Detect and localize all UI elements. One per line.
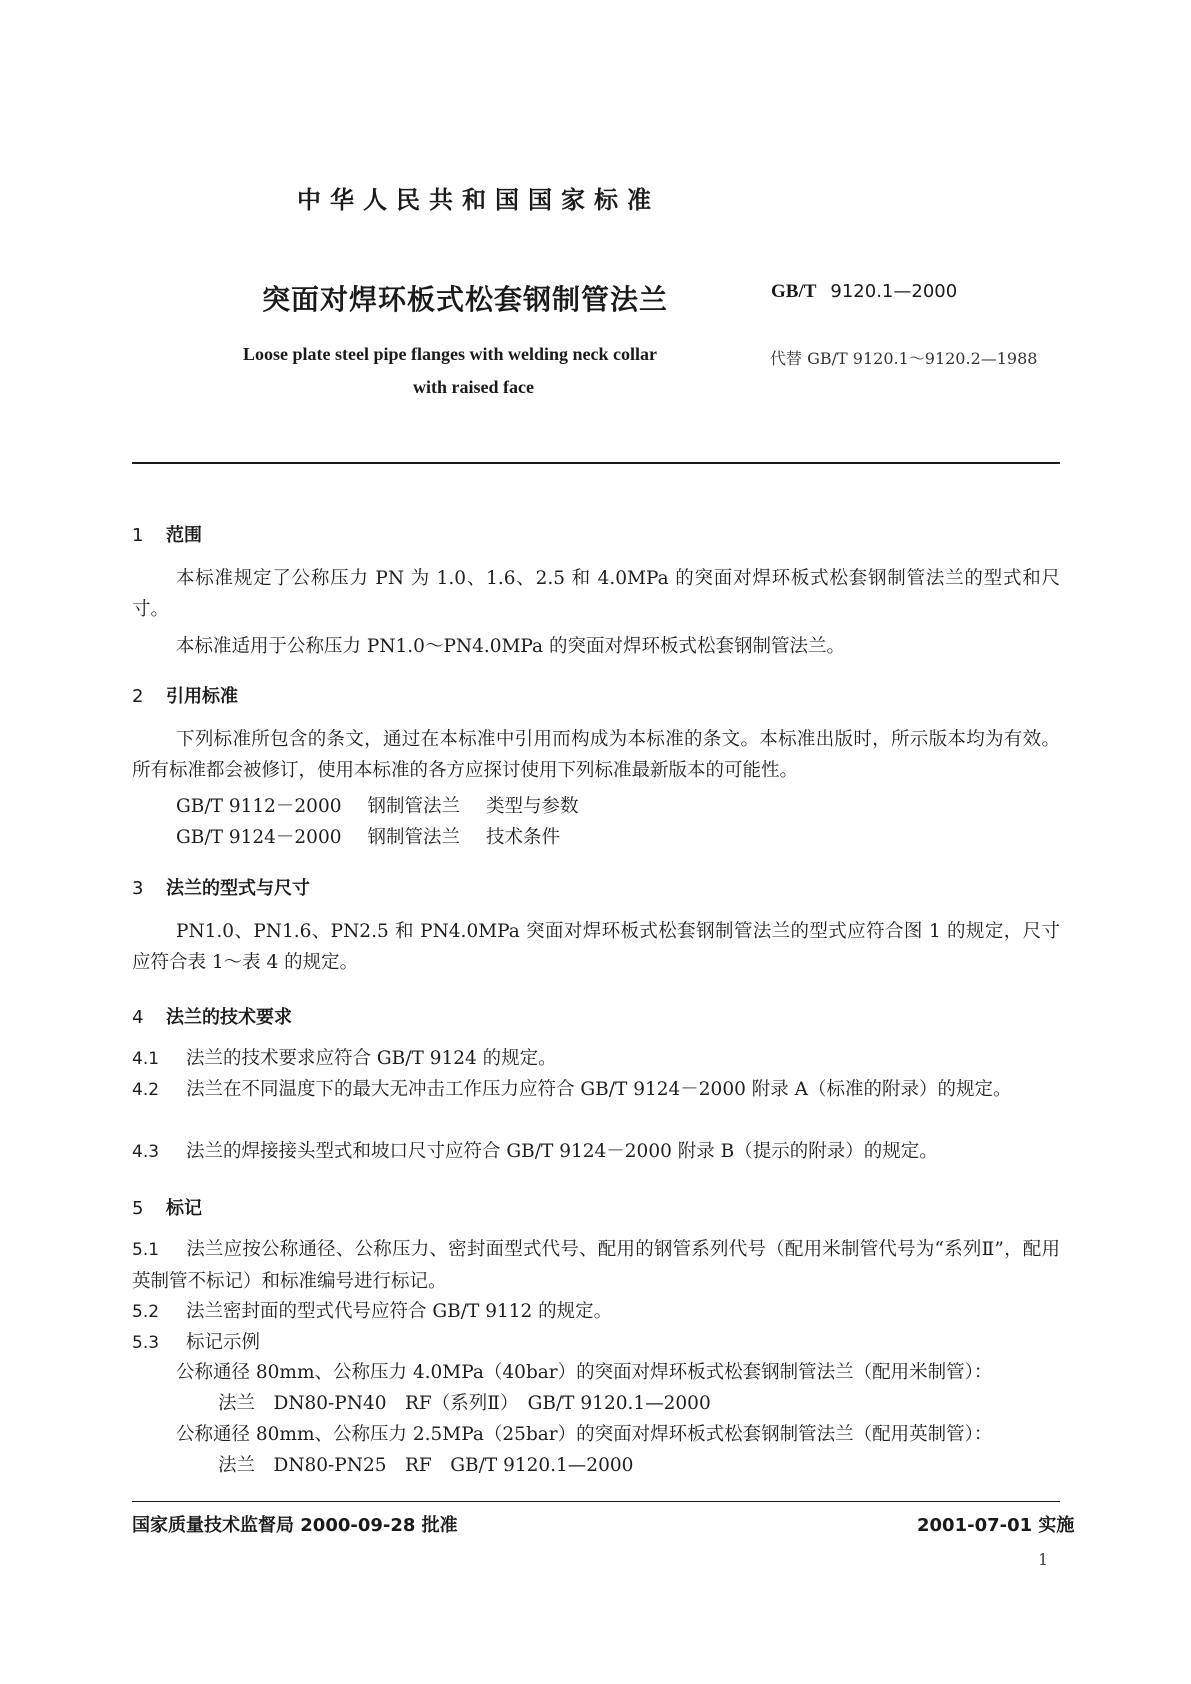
- section-1-paragraph-1: 本标准规定了公称压力 PN 为 1.0、1.6、2.5 和 4.0MPa 的突面对焊环板式松套钢制管法兰的型式和尺寸。: [132, 568, 1060, 620]
- clause-5-1: [132, 1234, 1060, 1297]
- clause-text: 法兰密封面的型式代号应符合 GB/T 9112 的规定。: [186, 1301, 613, 1322]
- approval-note: 国家质量技术监督局 2000-09-28 批准: [132, 1515, 458, 1536]
- effective-date: 2001-07-01 实施: [917, 1515, 1075, 1536]
- footer-divider: [132, 1501, 1060, 1502]
- clause-4-3: [132, 1136, 1060, 1168]
- standard-title-en-line1: Loose plate steel pipe flanges with welding neck collar: [243, 344, 657, 364]
- clause-text: 法兰的焊接接头型式和坡口尺寸应符合 GB/T 9124－2000 附录 B（提示的附录）的规定。: [186, 1141, 938, 1162]
- marking-code-1: 法兰 DN80-PN40 RF（系列Ⅱ） GB/T 9120.1—2000: [218, 1393, 711, 1414]
- section-4-heading: [132, 1003, 292, 1029]
- reference-row: [176, 823, 560, 849]
- clause-number: 4.3: [132, 1142, 160, 1162]
- section-3-heading: [132, 874, 310, 900]
- section-1-paragraph-2: 本标准适用于公称压力 PN1.0～PN4.0MPa 的突面对焊环板式松套钢制管法兰。: [176, 636, 845, 657]
- clause-5-2: [132, 1296, 1060, 1328]
- section-5-title: 标记: [166, 1198, 202, 1219]
- reference-desc: 类型与参数: [486, 796, 579, 817]
- header-divider: [132, 462, 1060, 464]
- clause-text: 法兰的技术要求应符合 GB/T 9124 的规定。: [186, 1048, 557, 1069]
- section-1-number: 1: [132, 525, 144, 546]
- section-4-number: 4: [132, 1007, 144, 1028]
- reference-name: 钢制管法兰: [367, 827, 461, 848]
- standard-title-en-line2: with raised face: [413, 377, 534, 397]
- page-number: 1: [1038, 1550, 1049, 1569]
- clause-number: 5.1: [132, 1240, 160, 1260]
- section-4-title: 法兰的技术要求: [166, 1007, 292, 1028]
- section-5-heading: [132, 1194, 202, 1220]
- reference-code: GB/T 9112－2000: [176, 796, 342, 817]
- section-2-paragraph-1: 下列标准所包含的条文，通过在本标准中引用而构成为本标准的条文。本标准出版时，所示版本均为有效。所有标准都会被修订，使用本标准的各方应探讨使用下列标准最新版本的可能性。: [132, 729, 1060, 781]
- reference-code: GB/T 9124－2000: [176, 827, 342, 848]
- section-1-title: 范围: [166, 525, 202, 546]
- section-1-heading: [132, 521, 202, 547]
- clause-text: 法兰在不同温度下的最大无冲击工作压力应符合 GB/T 9124－2000 附录 A（标准的附录）的规定。: [186, 1079, 1012, 1100]
- clause-number: 5.3: [132, 1333, 160, 1353]
- section-2-heading: [132, 682, 238, 708]
- section-3-paragraph-1: PN1.0、PN1.6、PN2.5 和 PN4.0MPa 突面对焊环板式松套钢制管法兰的型式应符合图 1 的规定，尺寸应符合表 1～表 4 的规定。: [132, 921, 1060, 973]
- section-3-number: 3: [132, 878, 144, 899]
- reference-desc: 技术条件: [486, 827, 561, 848]
- clause-number: 5.2: [132, 1302, 160, 1322]
- clause-4-2: [132, 1074, 1060, 1106]
- section-2-number: 2: [132, 686, 144, 707]
- reference-row: [176, 792, 579, 818]
- clause-number: 4.2: [132, 1080, 160, 1100]
- standard-prefix: GB/T: [771, 281, 817, 302]
- marking-example-1: 公称通径 80mm、公称压力 4.0MPa（40bar）的突面对焊环板式松套钢制管法兰（配用米制管）：: [176, 1362, 993, 1383]
- standard-number-value: 9120.1—2000: [830, 281, 958, 302]
- marking-example-2: 公称通径 80mm、公称压力 2.5MPa（25bar）的突面对焊环板式松套钢制管法兰（配用英制管）：: [176, 1424, 993, 1445]
- standard-title-cn: 突面对焊环板式松套钢制管法兰: [262, 283, 669, 316]
- clause-4-1: [132, 1043, 1060, 1075]
- marking-code-2: 法兰 DN80-PN25 RF GB/T 9120.1—2000: [218, 1455, 634, 1476]
- section-5-number: 5: [132, 1198, 144, 1219]
- replaces-note: 代替 GB/T 9120.1～9120.2—1988: [770, 349, 1038, 368]
- clause-5-3: [132, 1327, 1060, 1359]
- reference-name: 钢制管法兰: [367, 796, 461, 817]
- clause-number: 4.1: [132, 1049, 160, 1069]
- section-2-title: 引用标准: [166, 686, 238, 707]
- clause-text: 标记示例: [186, 1332, 261, 1353]
- section-3-title: 法兰的型式与尺寸: [166, 878, 310, 899]
- clause-text: 法兰应按公称通径、公称压力、密封面型式代号、配用的钢管系列代号（配用米制管代号为“系列Ⅱ”，配用英制管不标记）和标准编号进行标记。: [132, 1239, 1060, 1292]
- standard-number: [771, 281, 957, 303]
- national-standard-heading: 中华人民共和国国家标准: [297, 186, 660, 214]
